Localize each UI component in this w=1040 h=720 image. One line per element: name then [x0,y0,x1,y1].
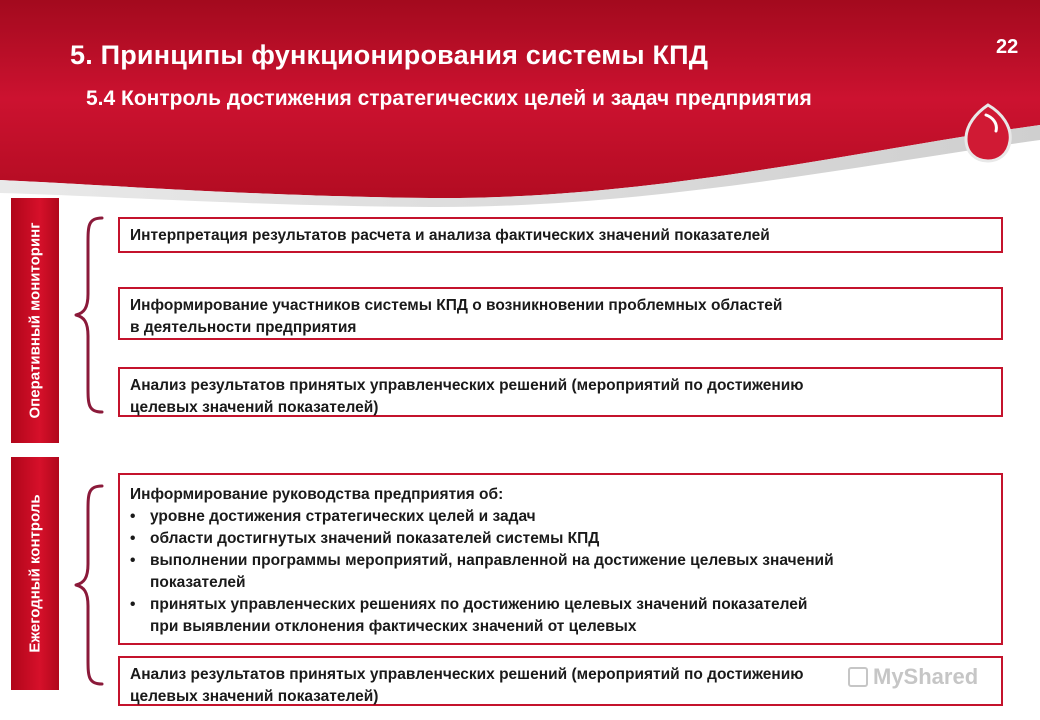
box-text-line: Интерпретация результатов расчета и анализа фактических значений показателей [130,227,770,244]
annual-brace-icon [72,482,108,688]
operational-monitoring-label [11,198,59,443]
bullet-icon: • [130,530,136,547]
bullet-icon: • [130,508,136,525]
slide-subtitle: 5.4 Контроль достижения стратегических целей и задач предприятия [86,87,812,110]
slide-title: 5. Принципы функционирования системы КПД [70,40,709,70]
box-text-line: в деятельности предприятия [130,319,357,336]
watermark-icon [848,667,868,687]
operational-item-analysis [118,367,1003,417]
bullet-continuation: показателей [150,574,246,591]
box-text-line: целевых значений показателей) [130,399,379,416]
annual-info-box [118,473,1003,645]
bullet-icon: • [130,596,136,613]
bullet-icon: • [130,552,136,569]
bullet-text: уровне достижения стратегических целей и задач [150,508,536,525]
page-number: 22 [996,36,1019,58]
box-text-line: Информирование участников системы КПД о возникновении проблемных областей [130,297,783,314]
annual-control-label [11,457,59,690]
watermark [848,664,978,690]
annual-control-label-text: Ежегодный контроль [26,494,44,653]
logo-drop-icon [962,103,1014,163]
box-text-line: Анализ результатов принятых управленческих решений (мероприятий по достижению [130,666,804,683]
bullet-item [130,594,991,616]
box-text-line: Анализ результатов принятых управленческих решений (мероприятий по достижению [130,377,804,394]
box-text-line: целевых значений показателей) [130,688,379,705]
bullet-text: выполнении программы мероприятий, направленной на достижение целевых значений [150,552,834,569]
bullet-text: области достигнутых значений показателей системы КПД [150,530,600,547]
operational-brace-icon [72,214,108,416]
operational-monitoring-label-text: Оперативный мониторинг [26,222,44,419]
bullet-item [130,528,991,550]
bullet-continuation: при выявлении отклонения фактических значений от целевых [150,618,637,635]
operational-item-interpretation [118,217,1003,253]
bullet-item [130,506,991,528]
operational-item-informing [118,287,1003,340]
info-heading: Информирование руководства предприятия об: [130,486,504,503]
watermark-text: MyShared [873,664,979,689]
bullet-item [130,550,991,572]
bullet-text: принятых управленческих решениях по достижению целевых значений показателей [150,596,808,613]
